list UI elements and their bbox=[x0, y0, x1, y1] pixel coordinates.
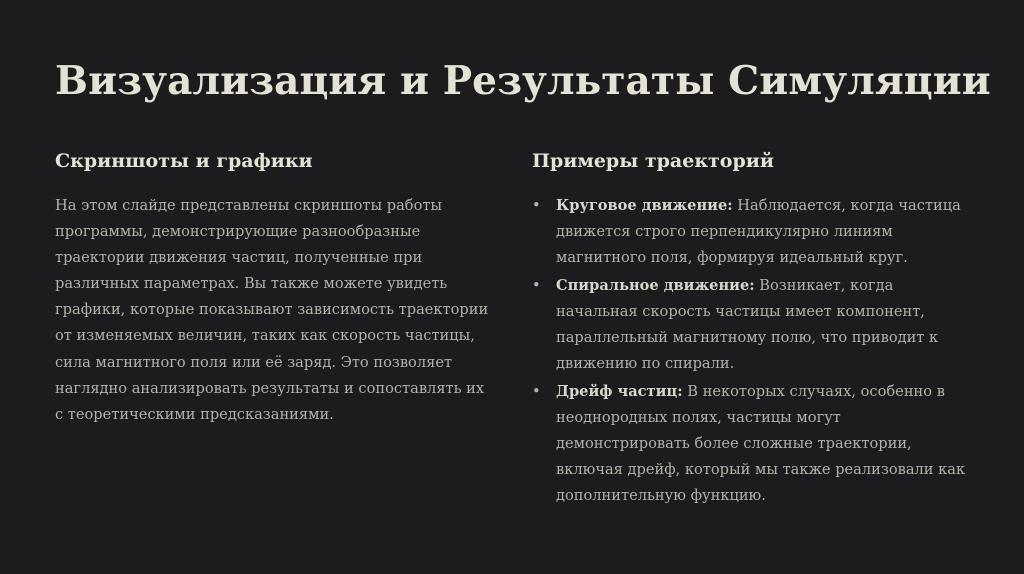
list-item bbox=[532, 273, 977, 377]
list-item bbox=[532, 193, 977, 271]
slide-title: Визуализация и Результаты Симуляции bbox=[55, 58, 991, 104]
spiral-motion-term: Спиральное движение: bbox=[556, 276, 755, 294]
bullet-icon: • bbox=[532, 197, 541, 214]
particle-drift-term: Дрейф частиц: bbox=[556, 382, 683, 400]
trajectory-examples-heading: Примеры траекторий bbox=[532, 150, 774, 172]
circular-motion-description: Наблюдается, когда частица движется строго перпендикулярно линиям магнитного поля, формируя идеальный круг. bbox=[556, 197, 961, 267]
screenshots-description: На этом слайде представлены скриншоты работы программы, демонстрирующие разнообразные траектории движения частиц, полученные при различных параметрах. Вы также можете увидеть графики, которые показывают зависимость траектории от изменяемых величин, таких как скорость частицы, сила магнитного поля или её заряд. Это позволяет наглядно анализировать результаты и сопоставлять их с теоретическими предсказаниями. bbox=[55, 197, 489, 423]
bullet-icon: • bbox=[532, 276, 541, 294]
trajectory-list bbox=[532, 193, 977, 511]
bullet-icon: • bbox=[532, 382, 541, 400]
particle-drift-description: В некоторых случаях, особенно в неоднородных полях, частицы могут демонстрировать более сложные траектории, включая дрейф, который мы также реализовали как дополнительную функцию. bbox=[556, 382, 966, 505]
spiral-motion-description: Возникает, когда начальная скорость частицы имеет компонент, параллельный магнитному полю, что приводит к движению по спирали. bbox=[556, 276, 939, 373]
screenshots-heading: Скриншоты и графики bbox=[55, 150, 313, 172]
list-item bbox=[532, 379, 977, 509]
circular-motion-term: Круговое движение: bbox=[556, 197, 733, 214]
